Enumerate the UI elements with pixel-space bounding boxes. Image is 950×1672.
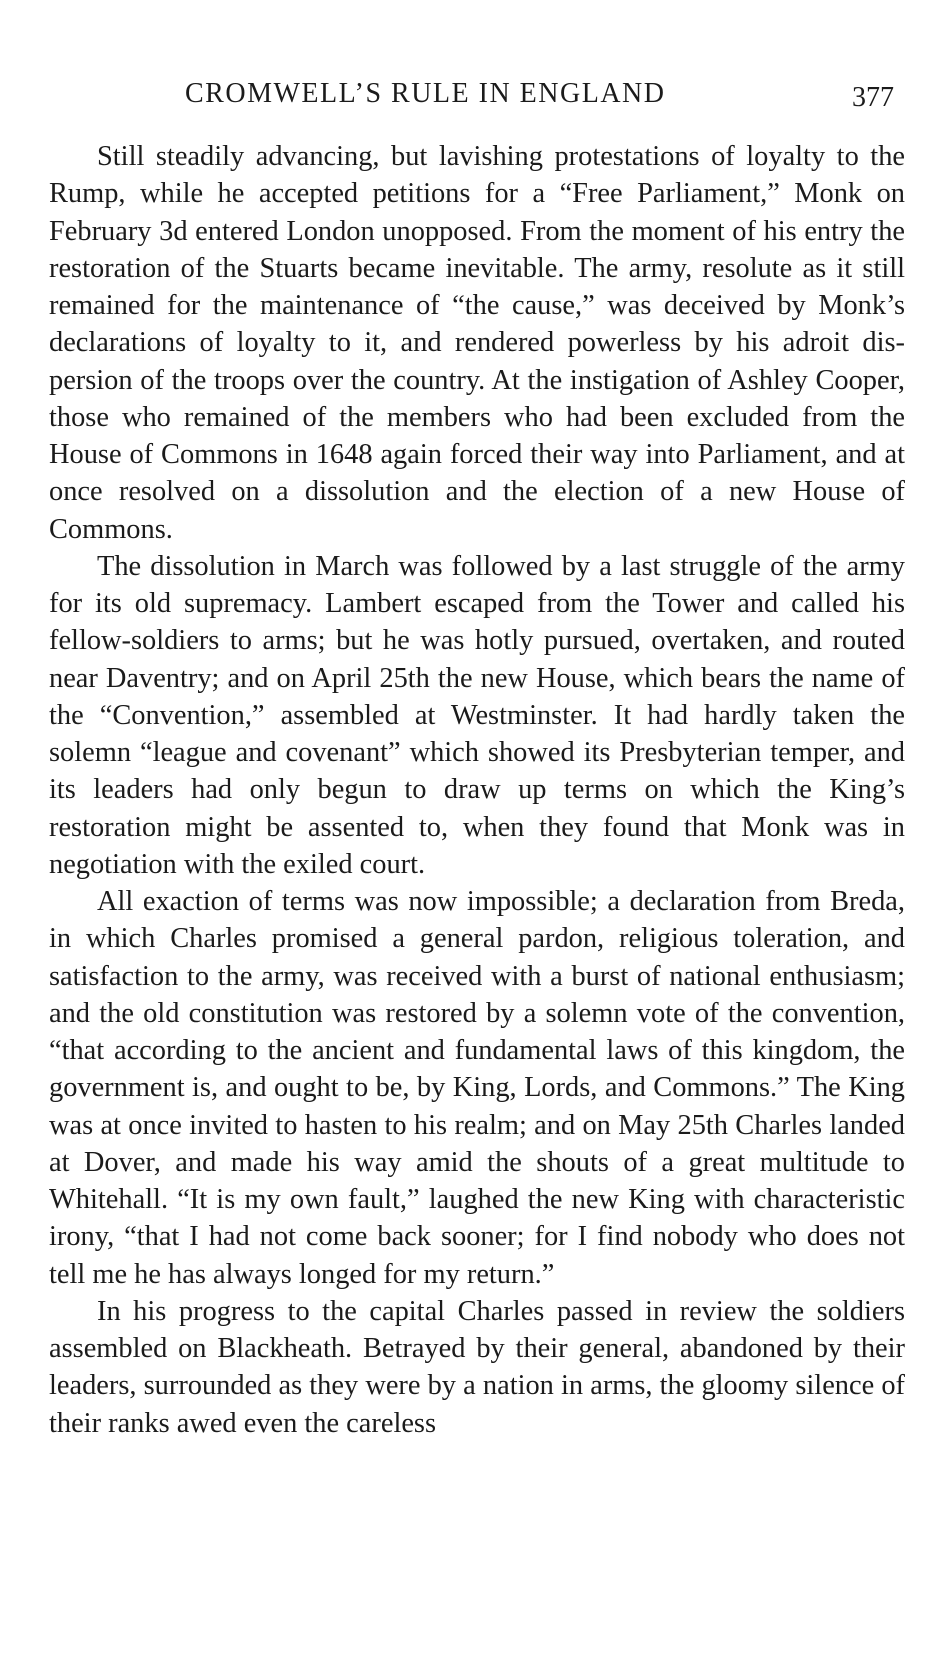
paragraph-monk-enters-london: Still steadily advancing, but lavishing protestations of loyalty to the Rump, while he accepted petitions for a “Free Parliament,” Monk on February 3d entered London unopposed. From the moment of his entry the restoration of the Stuarts became inevitable. The army, resolute as it still remained for the maintenance of “the cause,” was deceived by Monk’s declarations of loyalty to it, and rendered powerless by his adroit dispersion of the troops over the country. At the instigation of Ashley Cooper, those who remained of the members who had been excluded from the House of Commons in 1648 again forced their way into Parliament, and at once resolved on a dissolution and the election of a new House of Commons. xyxy=(49,141,905,545)
paragraph-blackheath-review: In his progress to the capital Charles passed in review the soldiers assembled on Blackheath. Betrayed by their general, abandoned by their leaders, surrounded as they were by a nation in arms, the gloomy silence of their ranks awed even the careless xyxy=(49,1295,905,1439)
page-header xyxy=(0,70,950,120)
paragraph-convention-assembled: The dissolution in March was followed by a last struggle of the army for its old supremacy. Lambert escaped from the Tower and called his fellow-soldiers to arms; but he was hotly pursued, overtaken, and routed near Daventry; and on April 25th the new House, which bears the name of the “Convention,” assembled at Westminster. It had hardly taken the solemn “league and covenant” which showed its Presbyterian temper, and its leaders had only begun to draw up terms on which the King’s restoration might be assented to, when they found that Monk was in negotiation with the exiled court. xyxy=(49,550,905,880)
page-number: 377 xyxy=(852,82,894,113)
paragraph-declaration-of-breda: All exaction of terms was now impossible; a declaration from Breda, in which Charles promised a general pardon, religious toleration, and satisfaction to the army, was received with a burst of national enthusiasm; and the old constitution was restored by a solemn vote of the convention, “that according to the ancient and fundamental laws of this kingdom, the government is, and ought to be, by King, Lords, and Commons.” The King was at once invited to hasten to his realm; and on May 25th Charles landed at Dover, and made his way amid the shouts of a great multitude to Whitehall. “It is my own fault,” laughed the new King with characteristic irony, “that I had not come back sooner; for I find nobody who does not tell me he has always longed for my return.” xyxy=(49,886,905,1290)
running-title: CROMWELL’S RULE IN ENGLAND xyxy=(185,78,666,109)
body-text xyxy=(49,138,905,1658)
